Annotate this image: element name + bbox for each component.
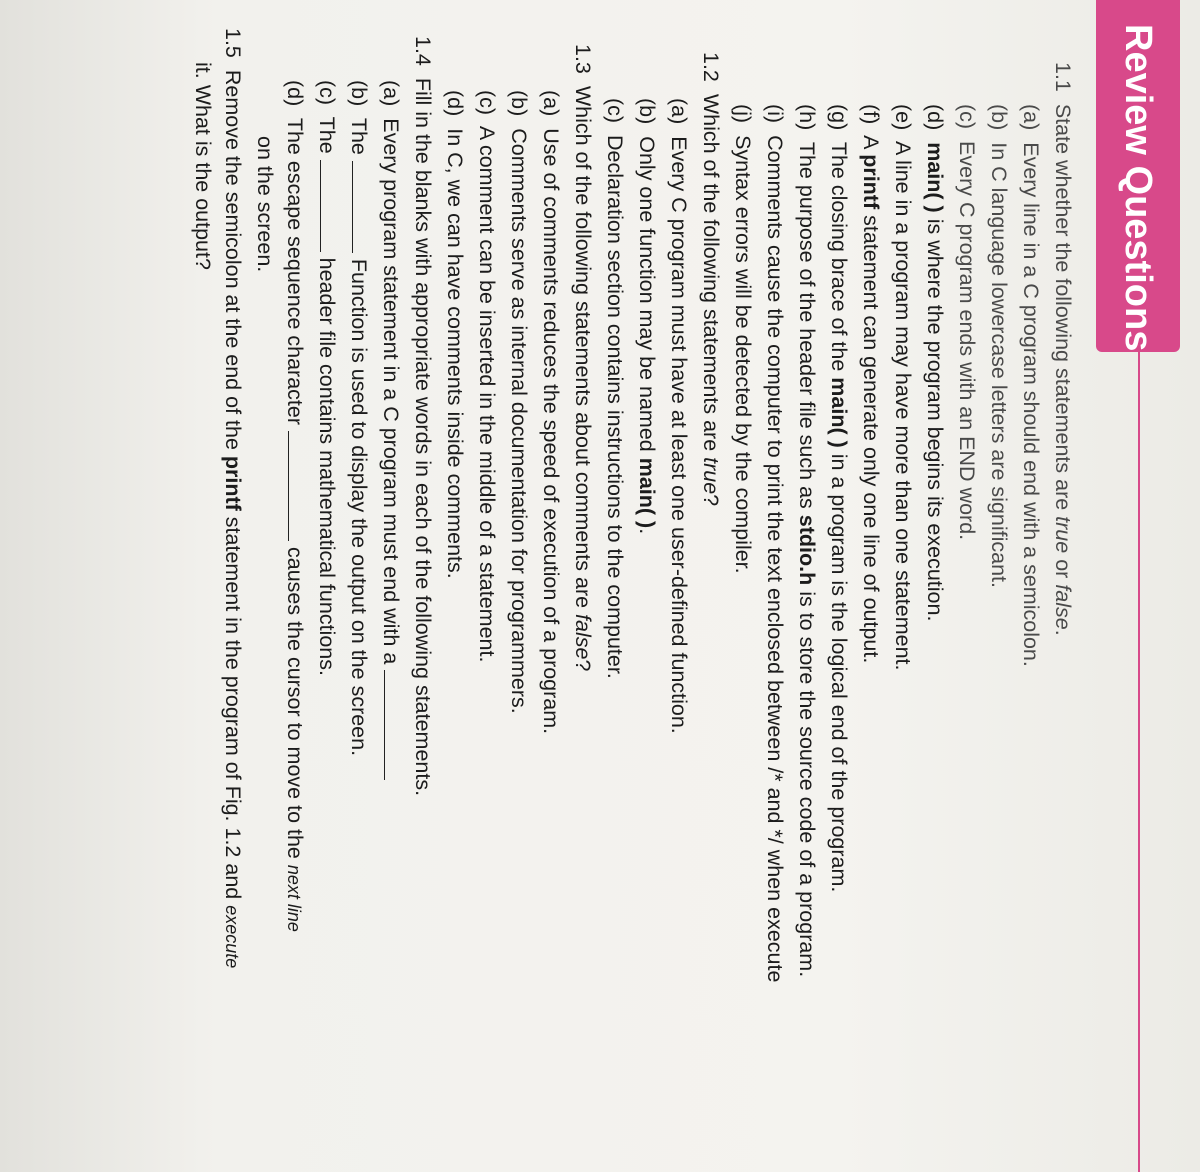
q1-2-item-c [602,98,628,679]
q1-1-item-h [794,104,820,977]
qmark: ? [699,494,723,507]
q1-2-item-a [666,98,692,734]
item-label: (d) [283,80,307,107]
item-bold: main( ) [635,457,659,529]
item-text: causes the cursor to move to the [283,546,307,865]
item-text: Every program statement in a C program must end with a [379,118,403,665]
question-text: State whether the following statements are [1051,103,1075,517]
item-text: header file contains mathematical functions. [315,257,339,676]
item-label: (a) [379,80,403,107]
period: . [635,528,659,535]
item-text: In C language lowercase letters are significant. [987,142,1011,589]
item-text: Syntax errors will be detected by the compiler. [731,135,755,574]
item-pre: The [347,117,371,155]
question-text: statement in the program of Fig. 1.2 and [221,510,245,906]
q1-1-item-g [826,104,852,892]
question-text: Fill in the blanks with appropriate words in each of the following statements. [411,77,435,797]
item-label: (a) [539,90,563,117]
question-1-3 [570,44,596,671]
q1-3-item-d [442,90,468,579]
q1-1-item-e [890,104,916,670]
q1-1-item-c [954,104,980,540]
q1-1-item-i [762,104,788,982]
item-label: (j) [731,104,755,124]
item-label: (a) [1019,104,1043,131]
item-bold: main( ) [923,142,947,213]
true-word: true [1051,516,1075,554]
period: . [1051,629,1075,636]
q1-1-item-b [986,104,1012,588]
item-label: (h) [795,104,819,131]
item-bold: printf [859,154,883,210]
item-label: (b) [635,98,659,125]
question-1-5-continuation [190,62,216,270]
item-small-text: next line [284,864,304,932]
q1-1-item-j [730,104,756,574]
q1-1-item-a [1018,104,1044,667]
question-number: 1.5 [221,28,245,58]
answer-blank [288,431,307,541]
q1-1-item-f [858,104,884,663]
question-small-text: execute [222,905,242,969]
item-text: in a program is the logical end of the program. [827,447,851,893]
q1-4-item-d-continuation [252,136,278,272]
q1-3-item-a [538,90,564,734]
item-text: Comments serve as internal documentation for programmers. [507,128,531,714]
item-label: (c) [315,80,339,106]
true-word: true [699,457,723,495]
q1-2-item-b [634,98,660,534]
item-pre: A [859,135,883,155]
item-text: is to store the source code of a program. [795,585,819,978]
item-text: on the screen. [253,136,277,273]
item-text: In C, we can have comments inside comments. [443,128,467,579]
item-label: (i) [763,104,787,124]
answer-blank [384,670,403,780]
question-number: 1.2 [699,52,723,82]
item-pre: The escape sequence character [283,117,307,426]
question-text: Which of the following statements about comments are [571,85,595,615]
item-label: (b) [347,80,371,107]
item-text: Every line in a C program should end with a semicolon. [1019,142,1043,667]
item-label: (b) [507,90,531,117]
question-1-2 [698,52,724,506]
item-label: (e) [891,104,915,131]
item-text: Function is used to display the output on the screen. [347,258,371,757]
item-text: Every C program must have at least one user-defined function. [667,136,691,734]
q1-3-item-b [506,90,532,714]
item-bold: stdio.h [795,514,819,586]
question-1-5 [219,28,246,968]
item-label: (g) [827,104,851,131]
q1-4-item-c [314,80,340,676]
or-word: or [1051,553,1075,585]
item-pre: The closing brace of the [827,141,851,378]
section-heading: Review Questions [1117,24,1159,352]
item-text: A line in a program may have more than one statement. [891,141,915,671]
question-number: 1.4 [411,36,435,66]
question-pre: Remove the semicolon at the end of the [221,69,245,456]
question-bold: printf [221,455,245,511]
q1-4-item-a [378,80,404,780]
question-number: 1.1 [1051,62,1075,92]
q1-4-item-d [281,80,308,932]
item-label: (b) [987,104,1011,131]
item-text: A comment can be inserted in the middle of a statement. [475,125,499,663]
item-text: is where the program begins its execution. [923,212,947,622]
item-label: (c) [475,90,499,116]
question-number: 1.3 [571,44,595,74]
item-label: (d) [923,104,947,131]
item-label: (c) [955,104,979,130]
question-text: Which of the following statements are [699,93,723,458]
item-label: (a) [667,98,691,125]
item-text: statement can generate only one line of output. [859,209,883,664]
item-bold: main( ) [827,377,851,448]
question-1-1 [1050,62,1076,636]
qmark: ? [571,659,595,672]
q1-3-item-c [474,90,500,662]
question-text: it. What is the output? [191,62,215,270]
item-pre: Only one function may be named [635,136,659,458]
false-word: false [571,614,595,660]
false-word: false [1051,584,1075,630]
item-pre: The [315,116,339,154]
question-1-4 [410,36,436,796]
answer-blank [320,160,339,252]
answer-blank [352,161,371,253]
item-label: (c) [603,98,627,124]
item-text: Declaration section contains instructions to the computer. [603,135,627,679]
item-text: Every C program ends with an END word. [955,141,979,541]
item-text: Comments cause the computer to print the text enclosed between /* and */ when execute [763,135,787,983]
q1-4-item-b [346,80,372,756]
header-rule [1138,352,1140,1172]
item-label: (d) [443,90,467,117]
q1-1-item-d [922,104,948,621]
item-text: Use of comments reduces the speed of execution of a program. [539,128,563,735]
item-label: (f) [859,104,883,125]
item-pre: The purpose of the header file such as [795,141,819,515]
